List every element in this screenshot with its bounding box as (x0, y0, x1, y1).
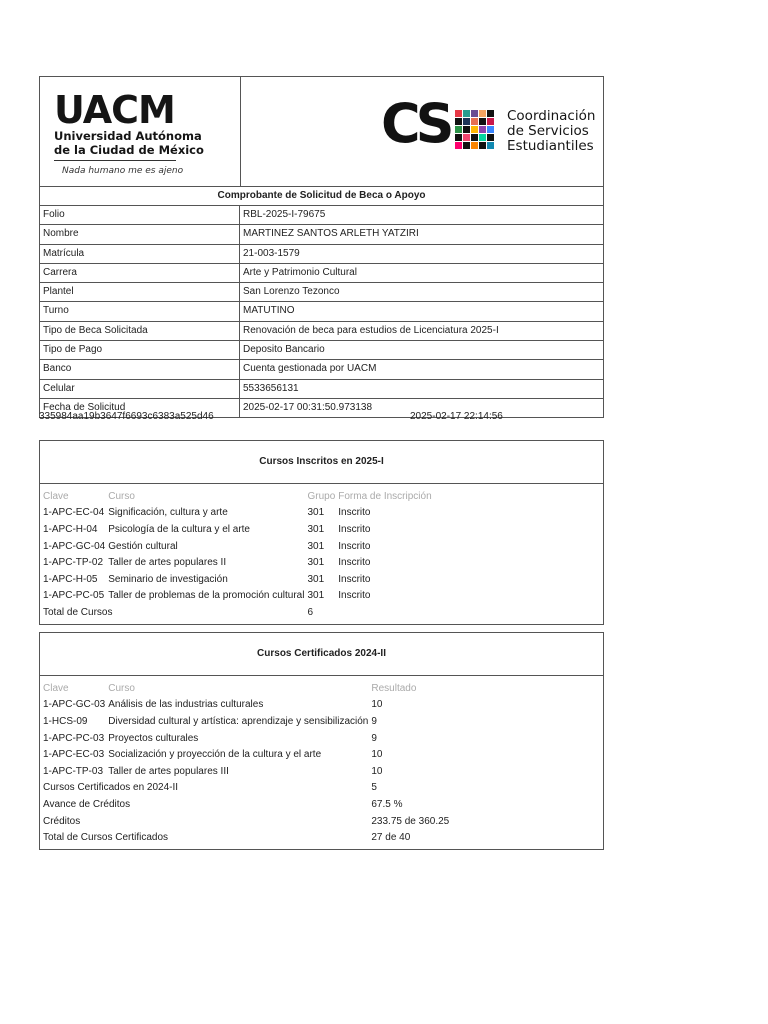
field-value: 5533656131 (243, 382, 299, 394)
field-value: RBL-2025-I-79675 (243, 209, 326, 220)
solicitud-row (40, 359, 603, 378)
solicitud-title: Comprobante de Solicitud de Beca o Apoyo (40, 186, 603, 205)
csw-name-line2: de Servicios (507, 123, 589, 139)
table-cell: 1-APC-TP-02 (43, 557, 104, 569)
solicitud-table (39, 186, 604, 418)
field-value: San Lorenzo Tezonco (243, 286, 340, 298)
summary-label: Cursos Certificados en 2024-II (43, 782, 179, 794)
inscritos-section (39, 440, 604, 625)
solicitud-row (40, 301, 603, 320)
generated-timestamp: 2025-02-17 22:14:56 (410, 411, 503, 422)
table-cell: Inscrito (338, 540, 371, 552)
field-value: 21-003-1579 (243, 247, 300, 259)
table-row (43, 746, 452, 763)
field-label: Banco (40, 360, 240, 378)
summary-value: 5 (371, 782, 377, 794)
column-header: Clave (43, 490, 69, 502)
mosaic-tile (463, 126, 470, 133)
field-label: Tipo de Beca Solicitada (40, 322, 240, 340)
field-label: Plantel (40, 283, 240, 301)
mosaic-tile (479, 126, 486, 133)
csw-name-line1: Coordinación (507, 108, 596, 124)
certificados-table (43, 680, 452, 846)
summary-label: Avance de Créditos (43, 798, 131, 810)
table-cell: 1-APC-H-05 (43, 573, 98, 585)
field-label: Nombre (40, 225, 240, 243)
table-cell: 10 (371, 749, 383, 761)
total-label: Total de Cursos (43, 606, 113, 618)
solicitud-row (40, 282, 603, 301)
total-value: 6 (307, 606, 314, 618)
field-value: Renovación de beca para estudios de Licenciatura 2025-I (243, 324, 499, 336)
table-cell: 301 (307, 523, 325, 535)
csw-name-line3: Estudiantiles (507, 138, 594, 154)
mosaic-tile (487, 126, 494, 133)
table-cell: 1-APC-GC-04 (43, 540, 106, 552)
table-cell: 301 (307, 590, 325, 602)
field-label: Tipo de Pago (40, 341, 240, 359)
table-cell: Inscrito (338, 573, 371, 585)
column-header: Resultado (371, 682, 417, 694)
table-cell: Taller de artes populares III (108, 765, 229, 777)
solicitud-row (40, 244, 603, 263)
table-cell: 1-APC-EC-04 (43, 507, 105, 519)
certificados-title: Cursos Certificados 2024-II (40, 633, 603, 676)
mosaic-tile (463, 142, 470, 149)
table-cell: Inscrito (338, 507, 371, 519)
inscritos-title: Cursos Inscritos en 2025-I (40, 441, 603, 484)
table-cell: 1-APC-H-04 (43, 523, 98, 535)
inscritos-table (43, 488, 435, 621)
mosaic-tile (471, 134, 478, 141)
solicitud-row (40, 379, 603, 398)
table-cell: 1-APC-EC-03 (43, 749, 105, 761)
uacm-divider (54, 160, 176, 161)
summary-row (43, 780, 452, 797)
table-cell: 9 (371, 715, 377, 727)
field-label: Turno (40, 302, 240, 320)
mosaic-tile (471, 126, 478, 133)
mosaic-tile (463, 118, 470, 125)
field-value: Cuenta gestionada por UACM (243, 363, 377, 375)
column-header: Clave (43, 682, 69, 694)
field-value: 2025-02-17 00:31:50.973138 (243, 401, 373, 413)
table-cell: Significación, cultura y arte (108, 507, 228, 519)
table-cell: Diversidad cultural y artística: aprendizaje y sensibilización (108, 715, 369, 727)
mosaic-tile (471, 110, 478, 117)
table-cell: Taller de artes populares II (108, 557, 227, 569)
mosaic-tile (487, 134, 494, 141)
table-row (43, 588, 435, 605)
summary-value: 67.5 % (371, 798, 403, 810)
field-value: MATUTINO (243, 305, 295, 317)
column-header: Grupo (307, 490, 336, 502)
field-value: MARTINEZ SANTOS ARLETH YATZIRI (243, 228, 419, 240)
mosaic-tile (471, 118, 478, 125)
column-header: Forma de Inscripción (338, 490, 432, 502)
table-row (43, 538, 435, 555)
table-cell: Proyectos culturales (108, 732, 199, 744)
table-cell: 10 (371, 765, 383, 777)
field-label: Carrera (40, 264, 240, 282)
table-cell: 301 (307, 507, 325, 519)
table-row (43, 713, 452, 730)
mosaic-tile (479, 134, 486, 141)
field-label: Folio (40, 206, 240, 224)
solicitud-row (40, 205, 603, 224)
mosaic-tile (479, 142, 486, 149)
mosaic-tile (479, 118, 486, 125)
mosaic-tile (455, 126, 462, 133)
table-cell: Seminario de investigación (108, 573, 228, 585)
mosaic-tile (463, 134, 470, 141)
csw-logo (241, 77, 603, 186)
csw-logo-letters: CS (381, 92, 449, 155)
table-cell: Gestión cultural (108, 540, 178, 552)
mosaic-tile (455, 118, 462, 125)
table-cell: Socialización y proyección de la cultura y el arte (108, 749, 322, 761)
mosaic-tile (479, 110, 486, 117)
certificados-section (39, 632, 604, 850)
summary-label: Créditos (43, 815, 81, 827)
table-row (43, 554, 435, 571)
uacm-name-line2: de la Ciudad de México (54, 143, 204, 157)
verification-hash: 335984aa19b3647f6693c6383a525d46 (39, 411, 214, 422)
mosaic-tile (463, 110, 470, 117)
mosaic-tile (455, 110, 462, 117)
table-row (43, 697, 452, 714)
summary-row (43, 813, 452, 830)
table-cell: 9 (371, 732, 377, 744)
table-row (43, 571, 435, 588)
mosaic-tile (455, 134, 462, 141)
table-cell: 301 (307, 540, 325, 552)
uacm-acronym: UACM (54, 88, 175, 132)
field-label: Matrícula (40, 245, 240, 263)
summary-row (43, 796, 452, 813)
table-cell: 1-APC-PC-03 (43, 732, 105, 744)
summary-value: 27 de 40 (371, 832, 411, 844)
table-cell: 1-APC-PC-05 (43, 590, 105, 602)
uacm-name (54, 129, 204, 157)
column-header: Curso (108, 490, 135, 502)
csw-name (507, 109, 595, 154)
table-row (43, 730, 452, 747)
table-row (43, 505, 435, 522)
summary-row (43, 829, 452, 846)
uacm-logo (40, 77, 241, 186)
table-cell: 1-APC-TP-03 (43, 765, 104, 777)
field-value: Arte y Patrimonio Cultural (243, 266, 357, 278)
solicitud-row (40, 321, 603, 340)
mosaic-tile (455, 142, 462, 149)
document-header (39, 76, 604, 187)
field-label: Celular (40, 380, 240, 398)
table-cell: 301 (307, 557, 325, 569)
summary-value: 233.75 de 360.25 (371, 815, 450, 827)
table-cell: Psicología de la cultura y el arte (108, 523, 250, 535)
uacm-motto: Nada humano me es ajeno (62, 166, 184, 176)
field-value: Deposito Bancario (243, 344, 325, 356)
field-label: Fecha de Solicitud (40, 399, 240, 417)
table-cell: 1-APC-GC-03 (43, 699, 106, 711)
table-cell: Inscrito (338, 523, 371, 535)
table-header-row (43, 488, 435, 505)
csw-mosaic-icon (455, 110, 494, 149)
table-row (43, 521, 435, 538)
table-cell: 10 (371, 699, 383, 711)
total-row (43, 604, 435, 621)
table-cell: Análisis de las industrias culturales (108, 699, 264, 711)
table-row (43, 763, 452, 780)
table-cell: 301 (307, 573, 325, 585)
solicitud-row (40, 340, 603, 359)
solicitud-row (40, 224, 603, 243)
table-cell: 1-HCS-09 (43, 715, 88, 727)
table-cell: Inscrito (338, 590, 371, 602)
column-header: Curso (108, 682, 135, 694)
uacm-name-line1: Universidad Autónoma (54, 129, 202, 143)
mosaic-tile (471, 142, 478, 149)
mosaic-tile (487, 110, 494, 117)
table-cell: Inscrito (338, 557, 371, 569)
table-header-row (43, 680, 452, 697)
table-cell: Taller de problemas de la promoción cultural (108, 590, 305, 602)
table-cell (338, 604, 434, 621)
solicitud-row (40, 263, 603, 282)
mosaic-tile (487, 142, 494, 149)
mosaic-tile (487, 118, 494, 125)
summary-label: Total de Cursos Certificados (43, 832, 169, 844)
